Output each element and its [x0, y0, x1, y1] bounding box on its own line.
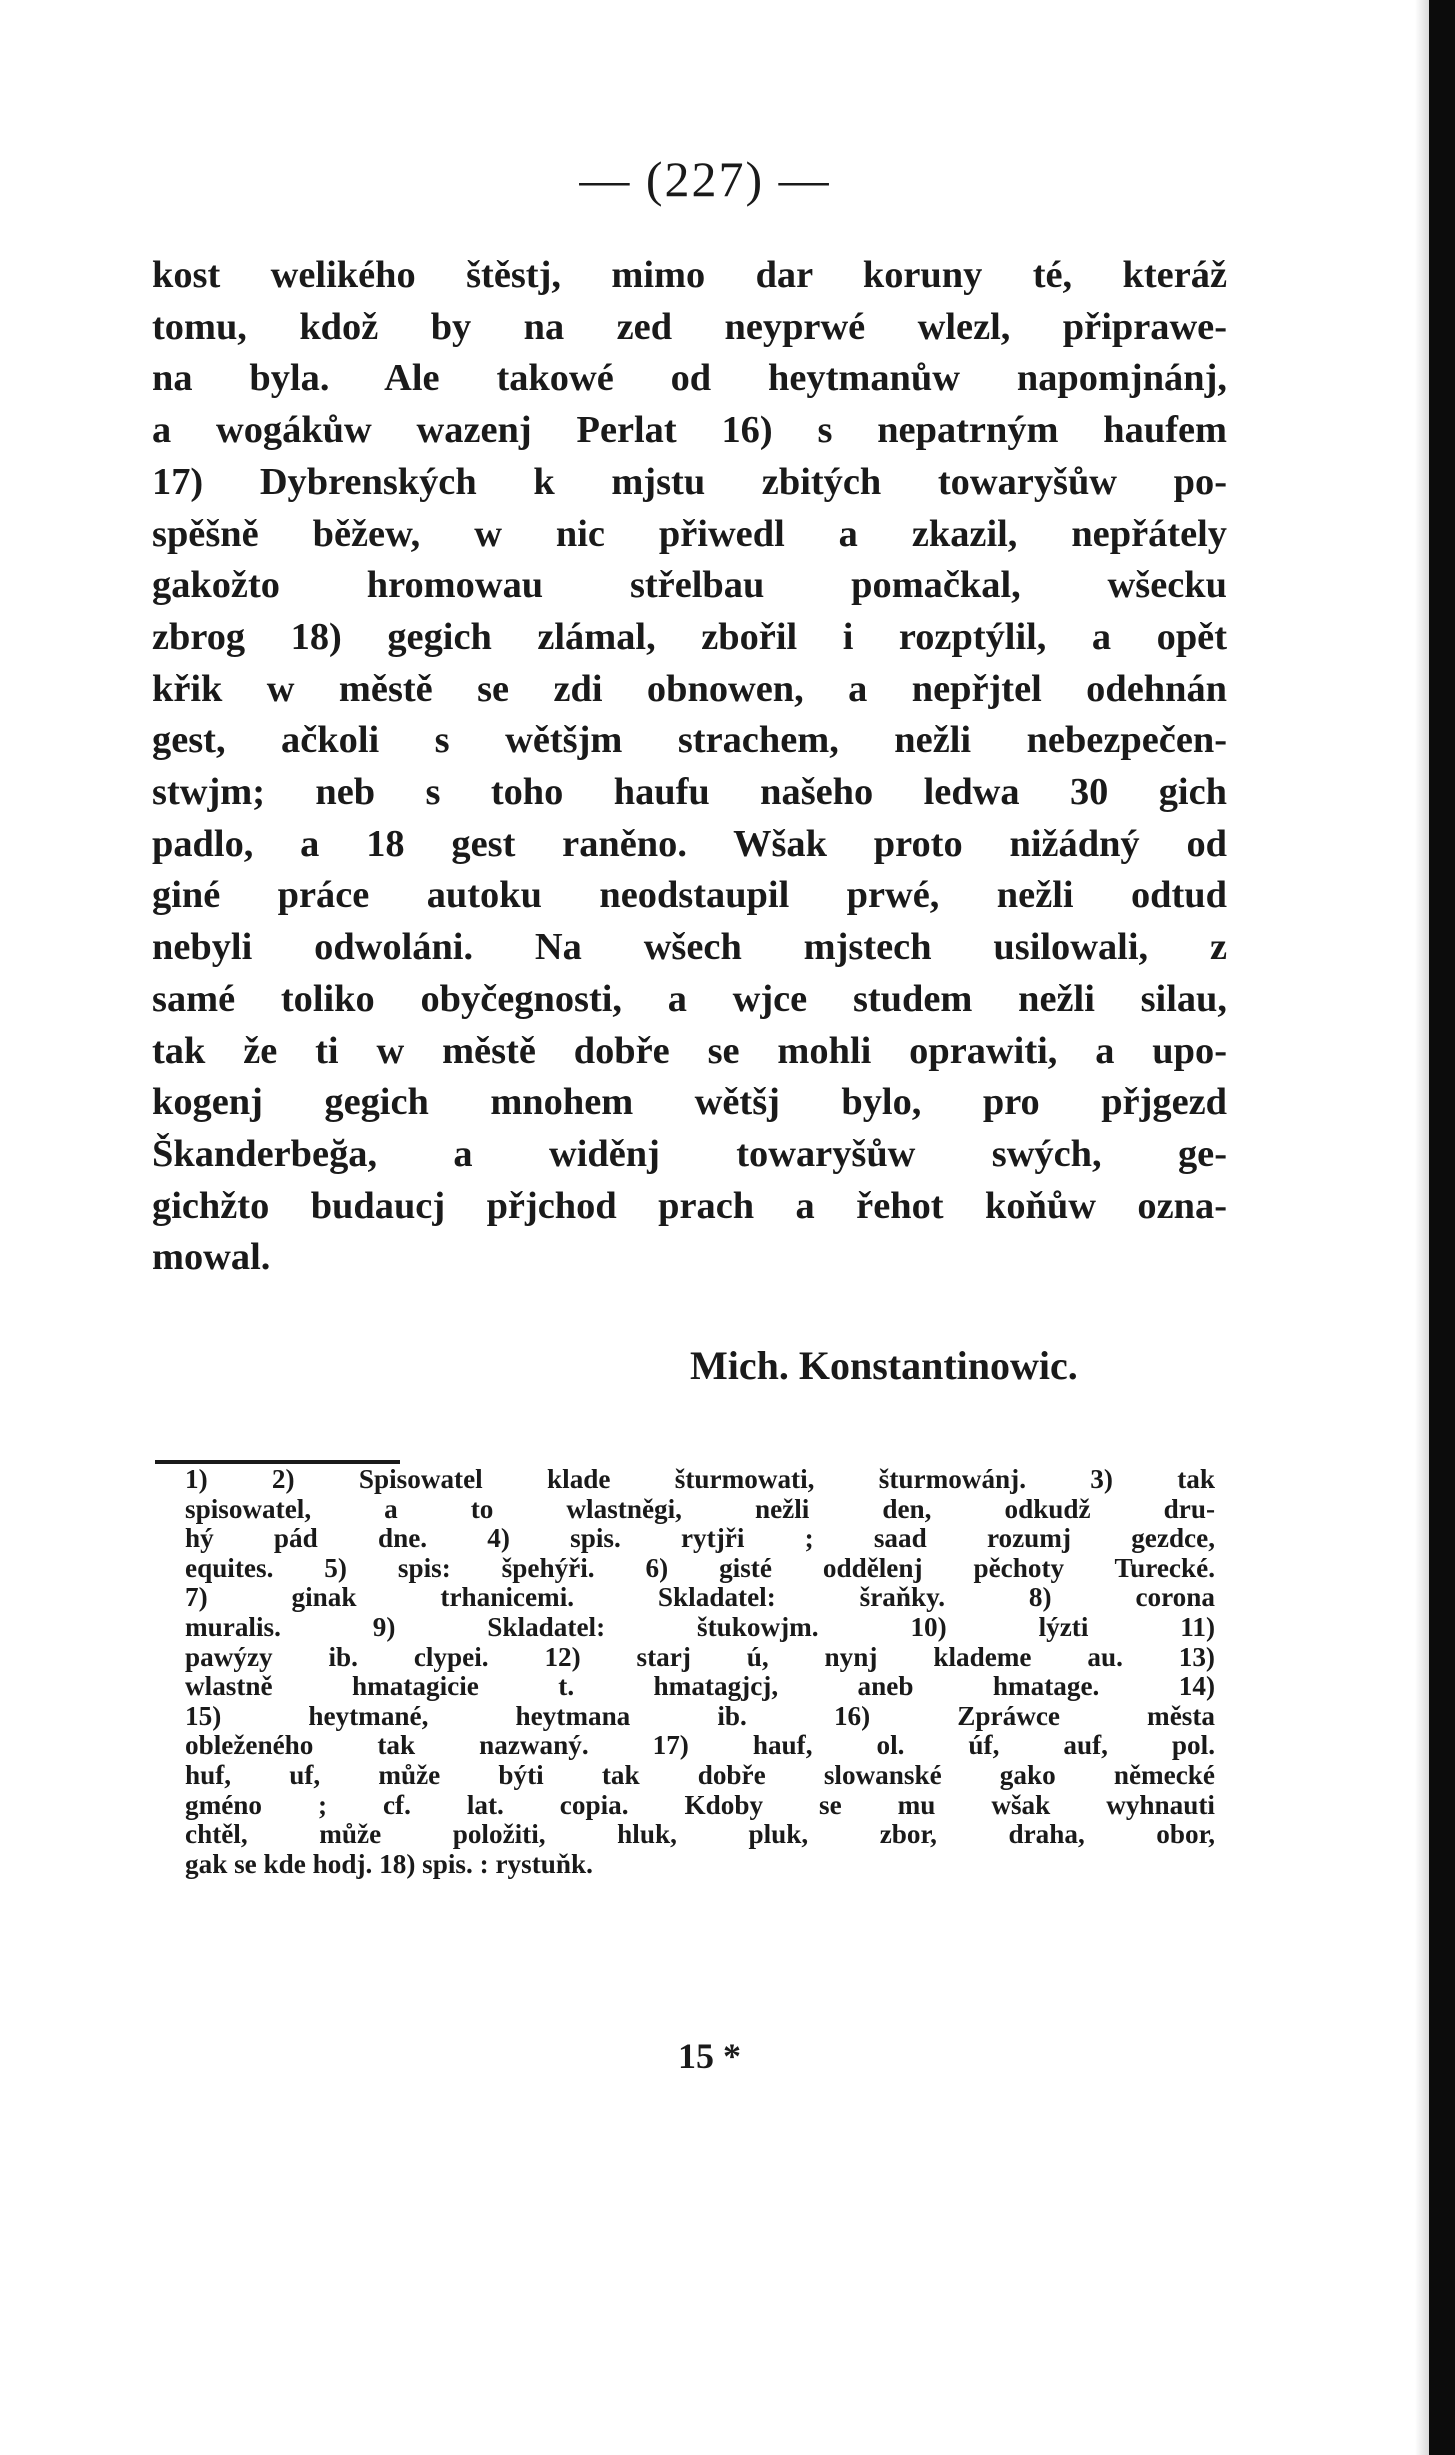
- body-text-line: tak že ti w městě dobře se mohli oprawiti, a upo-: [152, 1029, 1227, 1072]
- body-text-line: tomu, kdož by na zed neyprwé wlezl, připrawe-: [152, 305, 1227, 348]
- body-text-line: spěšně běžew, w nic přiwedl a zkazil, nepřátely: [152, 512, 1227, 555]
- footnote-line: muralis. 9) Skladatel: štukowjm. 10) lýzti 11): [185, 1611, 1215, 1642]
- page-edge: [1429, 0, 1455, 2455]
- body-text-line: mowal.: [152, 1236, 271, 1279]
- page-number-header: — (227) —: [579, 151, 831, 207]
- body-text-line: 17) Dybrenských k mjstu zbitých towaryšůw po-: [152, 460, 1227, 503]
- body-text-line: kost welikého štěstj, mimo dar koruny té, kteráž: [152, 254, 1227, 296]
- footnote-line: 15) heytmané, heytmana ib. 16) Zpráwce města: [185, 1700, 1215, 1731]
- footnote-line: hý pád dne. 4) spis. rytjři ; saad rozumj gezdce,: [185, 1523, 1215, 1554]
- body-text-line: gest, ačkoli s wětšjm strachem, nežli nebezpečen-: [152, 719, 1227, 762]
- body-text-line: samé toliko obyčegnosti, a wjce studem nežli silau,: [152, 977, 1227, 1020]
- footnote-line: chtěl, může položiti, hluk, pluk, zbor, draha, obor,: [185, 1819, 1215, 1850]
- body-text-line: zbrog 18) gegich zlámal, zbořil i rozptýlil, a opět: [152, 615, 1227, 658]
- body-text-line: nebyli odwoláni. Na wšech mjstech usilowali, z: [152, 926, 1227, 969]
- page-edge-shadow: [1415, 0, 1429, 2455]
- footnote-line: 7) ginak trhanicemi. Skladatel: šraňky. 8) corona: [185, 1582, 1215, 1613]
- author-signature: Mich. Konstantinowic.: [690, 1343, 1078, 1388]
- body-text-line: padlo, a 18 gest raněno. Wšak proto nižádný od: [152, 822, 1227, 865]
- footnote-line: obleženého tak nazwaný. 17) hauf, ol. úf, auf, pol.: [185, 1730, 1215, 1761]
- footnote-line: spisowatel, a to wlastněgi, nežli den, odkudž dru-: [185, 1493, 1215, 1524]
- body-text-line: křik w městě se zdi obnowen, a nepřjtel odehnán: [152, 667, 1227, 710]
- body-text-line: gakožto hromowau střelbau pomačkal, wšecku: [152, 564, 1227, 607]
- footnote-line: huf, uf, může býti tak dobře slowanské gako německé: [185, 1759, 1215, 1790]
- body-text-line: gichžto budaucj přjchod prach a řehot koňůw ozna-: [152, 1184, 1227, 1227]
- footnotes: [185, 1465, 1215, 1879]
- printer-signature-mark: 15 *: [678, 2036, 741, 2076]
- body-text-line: giné práce autoku neodstaupil prwé, nežli odtud: [152, 874, 1227, 917]
- body-text-line: kogenj gegich mnohem wětšj bylo, pro přjgezd: [152, 1081, 1227, 1124]
- body-text: [152, 250, 1227, 1284]
- body-text-line: na byla. Ale takowé od heytmanůw napomjnánj,: [152, 357, 1227, 400]
- body-text-line: stwjm; neb s toho haufu našeho ledwa 30 gich: [152, 771, 1227, 814]
- body-text-line: a wogákůw wazenj Perlat 16) s nepatrným haufem: [152, 409, 1227, 452]
- footnote-line: gak se kde hodj. 18) spis. : rystuňk.: [185, 1848, 593, 1879]
- footnote-line: 1) 2) Spisowatel klade šturmowati, šturmowánj. 3) tak: [185, 1464, 1215, 1494]
- footnote-line: pawýzy ib. clypei. 12) starj ú, nynj klademe au. 13): [185, 1641, 1215, 1672]
- footnote-line: equites. 5) spis: špehýři. 6) gisté oddělenj pěchoty Turecké.: [185, 1552, 1215, 1583]
- footnote-line: wlastně hmatagicie t. hmatagjcj, aneb hmatage. 14): [185, 1671, 1215, 1702]
- body-text-line: Škanderbeğa, a widěnj towaryšůw swých, ge-: [152, 1132, 1227, 1175]
- footnote-line: gméno ; cf. lat. copia. Kdoby se mu wšak wyhnauti: [185, 1789, 1215, 1820]
